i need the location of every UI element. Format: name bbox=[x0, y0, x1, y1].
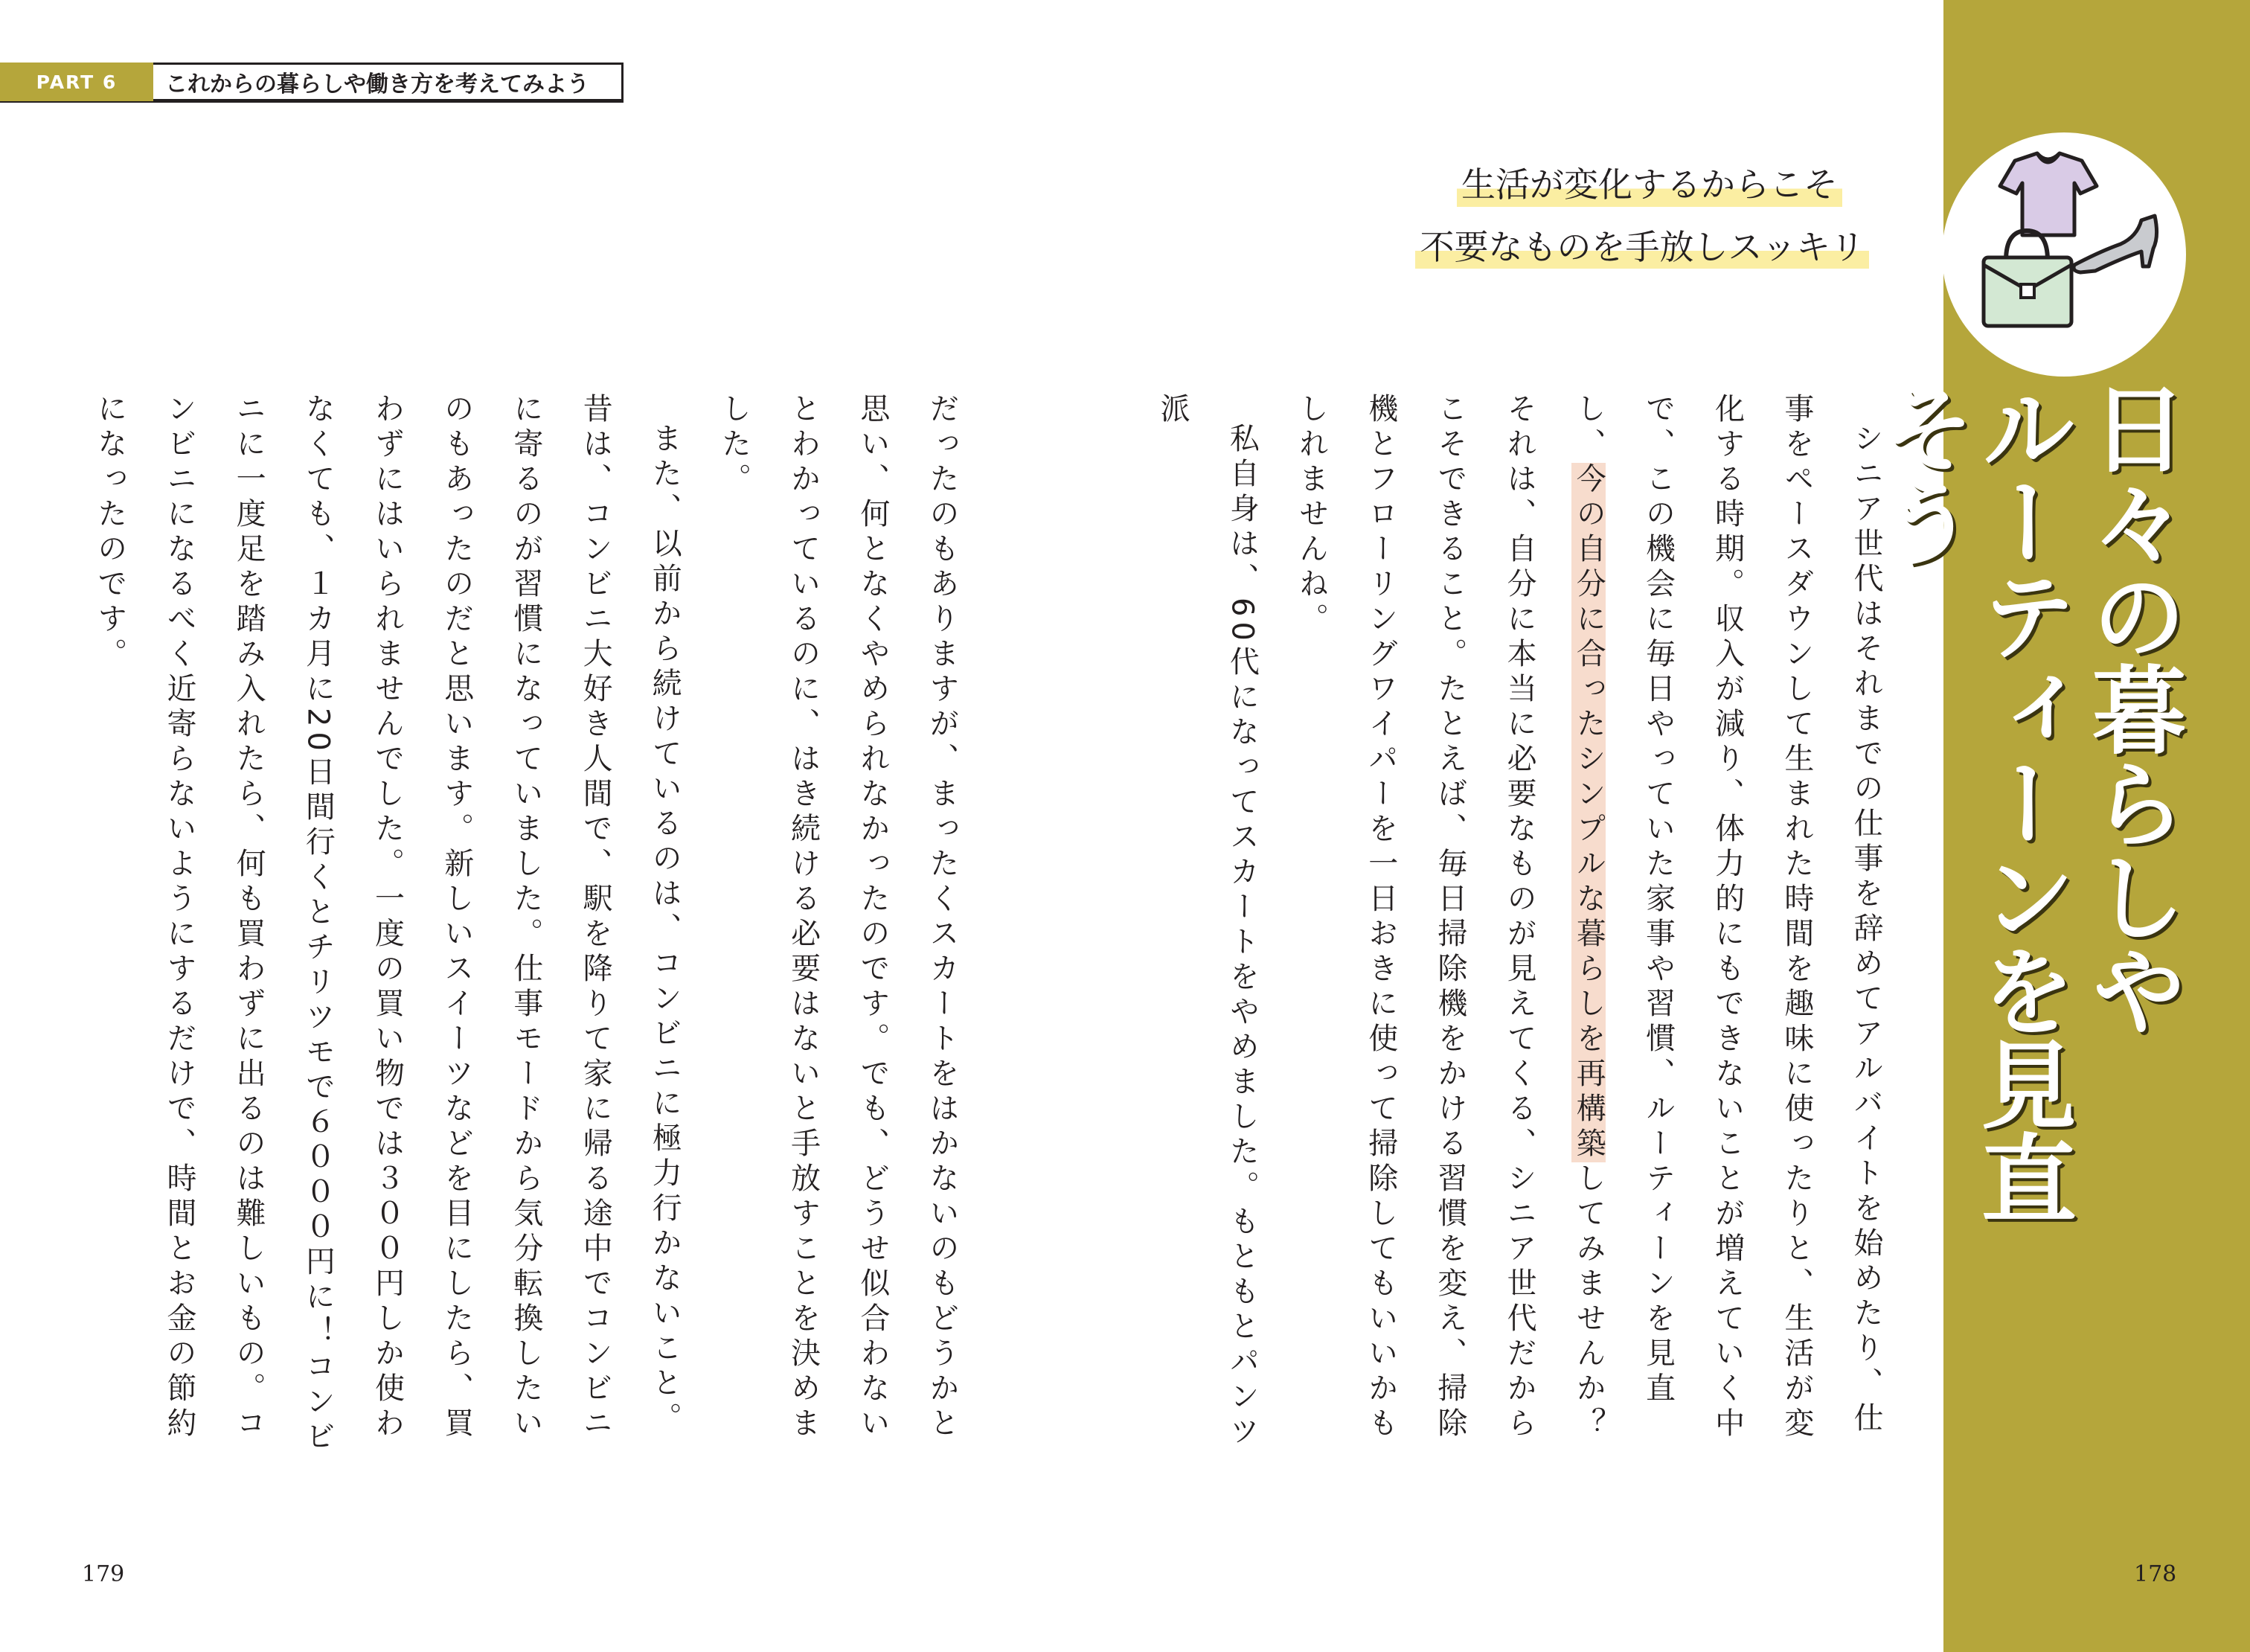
subtitle bbox=[1415, 164, 1869, 269]
fashion-illustration bbox=[1942, 132, 2186, 377]
subtitle-line-1: 生活が変化するからこそ bbox=[1457, 164, 1842, 207]
part-header bbox=[0, 63, 624, 103]
tshirt-icon bbox=[2000, 153, 2097, 235]
part-title: これからの暮らしや働き方を考えてみよう bbox=[153, 63, 624, 101]
body-paragraph: 私自身は、60代になってスカートをやめました。もともとパンツ派 bbox=[1156, 393, 1260, 1450]
part-label: PART 6 bbox=[0, 63, 153, 101]
page-title-line-2: ルーティーンを見直そう bbox=[1865, 380, 2076, 1223]
body-paragraph: また、以前から続けているのは、コンビニに極力行かないこと。昔は、コンビニ大好き人間で、駅を降りて家に帰る途中でコンビニに寄るのが習慣になっていました。仕事モードから気分転換したいのもあったのだと思います。新しいスイーツなどを目にしたら、買わずにはいられませんでした。一度の買い物では３００円しか使わなくても、１カ月に20日間行くとチリツモで６０００円に！コンビニに一度足を踏み入れたら、何も買わずに出るのは難しいもの。コンビニになるべく近寄らないようにするだけで、時間とお金の節約になったのです。 bbox=[92, 393, 682, 1456]
page-number-left: 179 bbox=[82, 1561, 125, 1587]
right-page-body bbox=[1138, 393, 1900, 1464]
page-number-right: 178 bbox=[2134, 1561, 2177, 1587]
body-text-segment: シニア世代はそれまでの仕事を辞めてアルバイトを始めたり、仕事をペースダウンして生まれた時間を趣味に使ったりと、生活が変化する時期。収入が減り、体力的にもできないことが増えていく中で、この機会に毎日やっていた家事や習慣、ルーティーンを見直し、 bbox=[1571, 393, 1883, 1442]
shoe-icon bbox=[2074, 216, 2157, 272]
body-paragraph: だったのもありますが、まったくスカートをはかないのもどうかと思い、何となくやめられなかったのです。でも、どうせ似合わないとわかっているのに、はき続ける必要はないと手放すことを決めました。 bbox=[717, 393, 959, 1442]
highlighted-phrase: 今の自分に合ったシンプルな暮らしを再構築 bbox=[1571, 463, 1606, 1162]
body-text-segment: してみませんか？それは、自分に本当に必要なものが見えてくる、シニア世代だからこそできること。たとえば、毎日掃除機をかける習慣を変え、掃除機とフローリングワイパーを一日おきに使って掃除してもいいかもしれませんね。 bbox=[1294, 393, 1606, 1442]
fashion-icons bbox=[1942, 132, 2186, 377]
page-title-line-1: 日々の暮らしや bbox=[2075, 380, 2186, 1036]
left-page-body bbox=[75, 393, 976, 1464]
page-title bbox=[1865, 380, 2186, 1272]
handbag-icon bbox=[1984, 231, 2071, 326]
body-paragraph bbox=[1276, 393, 1900, 1464]
subtitle-line-2: 不要なものを手放しスッキリ bbox=[1415, 226, 1869, 269]
